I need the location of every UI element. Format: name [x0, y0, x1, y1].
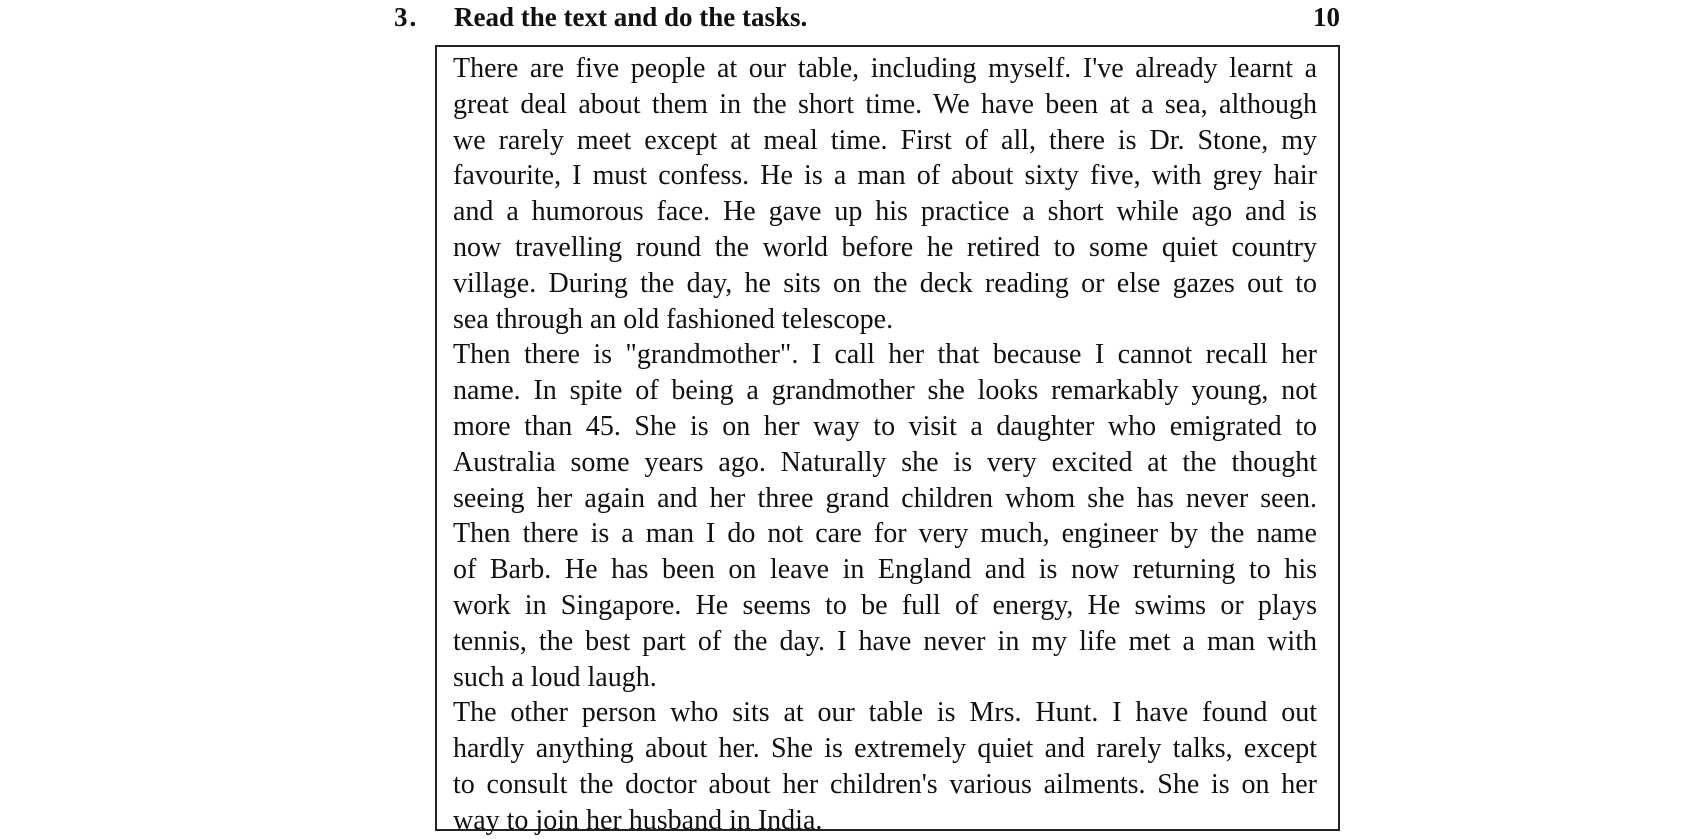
passage-line: such a loud laugh. — [453, 661, 657, 693]
passage-line: There are five people at our table, including myself. I've already learnt a — [453, 53, 1317, 84]
passage-line: Then there is a man I do not care for very much, engineer by the name — [453, 518, 1317, 550]
passage-line: and a humorous face. He gave up his practice a short while ago and is — [453, 196, 1317, 228]
passage-line: great deal about them in the short time. We have been at a sea, although — [453, 88, 1317, 120]
passage-line: village. During the day, he sits on the deck reading or else gazes out to — [453, 267, 1317, 299]
passage-line: now travelling round the world before he retired to some quiet country — [453, 231, 1317, 263]
passage-line: work in Singapore. He seems to be full of energy, He swims or plays — [453, 589, 1317, 621]
passage-line: Australia some years ago. Naturally she is very excited at the thought — [453, 446, 1317, 478]
task-instruction: Read the text and do the tasks. — [454, 2, 808, 32]
passage-line: sea through an old fashioned telescope. — [453, 303, 894, 335]
passage-line: seeing her again and her three grand children whom she has never seen. — [453, 482, 1317, 514]
passage-line: we rarely meet except at meal time. First of all, there is Dr. Stone, my — [453, 124, 1317, 156]
passage-line: to consult the doctor about her children's various ailments. She is on her — [453, 768, 1317, 800]
passage-line: Then there is "grandmother". I call her that because I cannot recall her — [453, 339, 1317, 371]
passage-line: hardly anything about her. She is extremely quiet and rarely talks, except — [453, 733, 1317, 765]
passage-line: way to join her husband in India. — [453, 804, 823, 836]
passage-line: more than 45. She is on her way to visit a daughter who emigrated to — [453, 410, 1317, 442]
passage-line: tennis, the best part of the day. I have never in my life met a man with — [453, 625, 1317, 657]
task-number: 3. — [394, 2, 419, 32]
passage-line: of Barb. He has been on leave in England and is now returning to his — [453, 554, 1317, 586]
passage-line: The other person who sits at our table is Mrs. Hunt. I have found out — [453, 697, 1317, 729]
passage-line: name. In spite of being a grandmother she looks remarkably young, not — [453, 375, 1317, 407]
task-points: 10 — [1313, 2, 1340, 32]
reading-passage-box — [435, 45, 1340, 836]
passage-line: favourite, I must confess. He is a man of about sixty five, with grey hair — [453, 160, 1317, 192]
task-header — [394, 0, 1340, 38]
